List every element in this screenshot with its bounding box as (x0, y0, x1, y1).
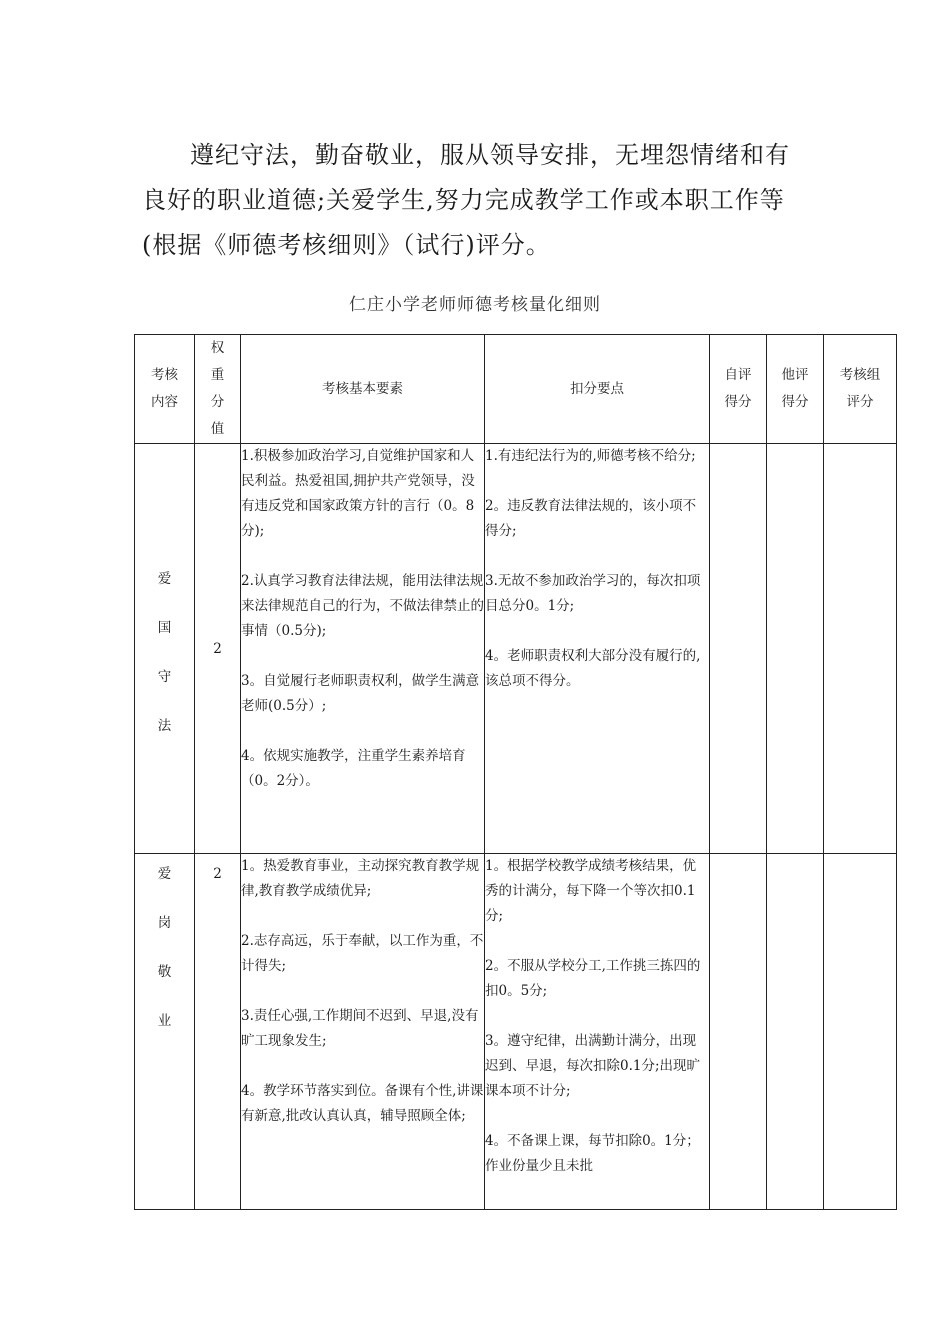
requirement-item: 2.志存高远，乐于奉献，以工作为重，不计得失; (241, 933, 484, 974)
deduction-item: 1。根据学校教学成绩考核结果，优秀的计满分，每下降一个等次扣0.1分; (485, 858, 697, 924)
deductions-cell (485, 444, 710, 854)
peer-score-cell (767, 854, 824, 1210)
self-score-cell (710, 444, 767, 854)
deduction-item: 4。不备课上课，每节扣除0。1分；作业份量少且未批 (485, 1133, 700, 1174)
requirement-item: 4。依规实施教学，注重学生素养培育（0。2分）。 (241, 748, 466, 789)
table-row (135, 854, 897, 1210)
requirement-item: 3.责任心强,工作期间不迟到、早退,没有旷工现象发生; (241, 1008, 479, 1049)
requirement-item: 4。教学环节落实到位。备课有个性,讲课有新意,批改认真认真，辅导照顾全体; (241, 1083, 484, 1124)
header-weight: 权重分值 (195, 335, 241, 444)
deduction-item: 3。遵守纪律，出满勤计满分，出现迟到、早退，每次扣除0.1分;出现旷课本项不计分; (485, 1033, 701, 1099)
table-row (135, 444, 897, 854)
category-cell: 爱 岗 敬 业 (135, 854, 195, 1210)
deduction-item: 2。违反教育法律法规的，该小项不得分; (485, 498, 697, 539)
intro-paragraph (142, 133, 814, 268)
group-score-cell (824, 854, 897, 1210)
requirements-cell (241, 854, 485, 1210)
group-score-cell (824, 444, 897, 854)
intro-text: 遵纪守法，勤奋敬业，服从领导安排，无埋怨情绪和有良好的职业道德;关爱学生,努力完成教学工作或本职工作等(根据《师德考核细则》（试行)评分。 (142, 141, 790, 259)
self-score-cell (710, 854, 767, 1210)
requirement-item: 3。自觉履行老师职责权利，做学生满意老师(0.5分）; (241, 673, 480, 714)
deductions-cell (485, 854, 710, 1210)
weight-cell: 2 (195, 854, 241, 1210)
deduction-item: 4。老师职责权利大部分没有履行的,该总项不得分。 (485, 648, 701, 689)
requirements-cell (241, 444, 485, 854)
category-cell: 爱 国 守 法 (135, 444, 195, 854)
requirement-item: 1.积极参加政治学习,自觉维护国家和人民利益。热爱祖国,拥护共产党领导，没有违反党和国家政策方针的言行（0。8分); (241, 448, 475, 539)
header-row (135, 335, 897, 444)
header-peer-score: 他评得分 (767, 335, 824, 444)
table-title: 仁庄小学老师师德考核量化细则 (349, 295, 601, 315)
header-content: 考核内容 (135, 335, 195, 444)
header-requirements: 考核基本要素 (241, 335, 485, 444)
header-self-score: 自评得分 (710, 335, 767, 444)
header-deductions: 扣分要点 (485, 335, 710, 444)
weight-cell: 2 (195, 444, 241, 854)
requirement-item: 2.认真学习教育法律法规，能用法律法规来法律规范自己的行为，不做法律禁止的事情（0.5分); (241, 573, 484, 639)
deduction-item: 3.无故不参加政治学习的，每次扣项目总分0。1分; (485, 573, 701, 614)
requirement-item: 1。热爱教育事业，主动探究教育教学规律,教育教学成绩优异; (241, 858, 480, 899)
header-group-score: 考核组评分 (824, 335, 897, 444)
deduction-item: 2。不服从学校分工,工作挑三拣四的扣0。5分; (485, 958, 701, 999)
evaluation-table (134, 334, 897, 1210)
peer-score-cell (767, 444, 824, 854)
deduction-item: 1.有违纪法行为的,师德考核不给分; (485, 448, 696, 464)
